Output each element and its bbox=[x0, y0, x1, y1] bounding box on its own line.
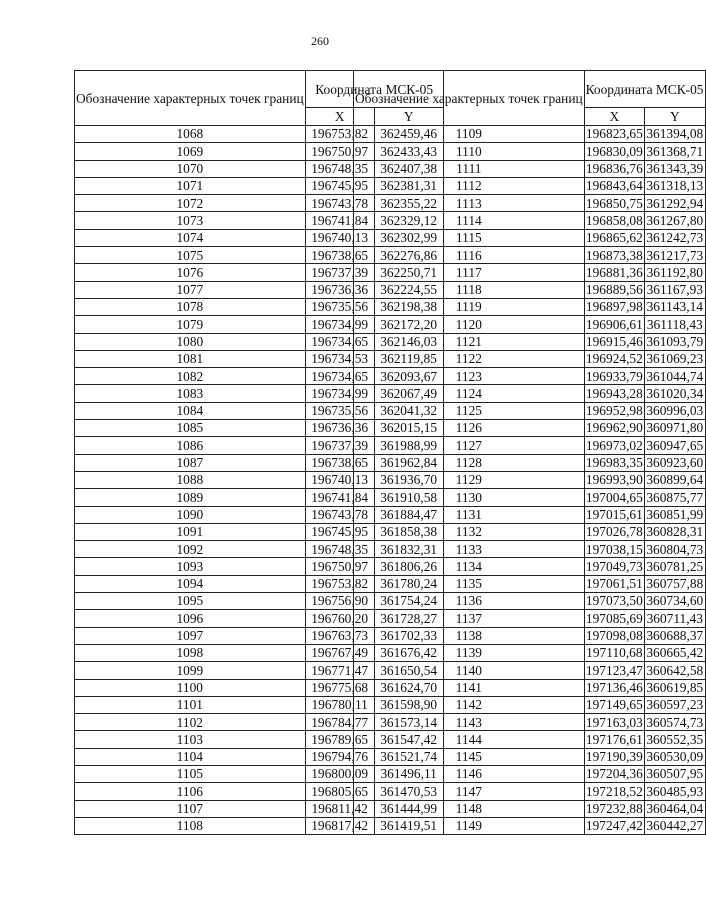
point-id-cell: 1117 bbox=[354, 264, 585, 281]
point-id-cell: 1146 bbox=[354, 765, 585, 782]
x-coordinate-cell: 196924,52 bbox=[585, 351, 643, 367]
y-coordinate-cell: 362355,22 bbox=[374, 195, 443, 212]
y-coordinate-cell: 360619,85 bbox=[646, 679, 704, 695]
y-coordinate-cell: 362093,67 bbox=[374, 368, 443, 385]
x-column-header: X bbox=[305, 108, 374, 126]
x-coordinate-cell: 196805,65 bbox=[305, 783, 374, 800]
x-coordinate-cell: 196850,75 bbox=[585, 195, 643, 211]
x-coordinate-cell: 196734,53 bbox=[305, 350, 374, 367]
point-id-cell: 1092 bbox=[75, 541, 306, 558]
y-coordinate-cell: 360734,60 bbox=[646, 593, 704, 609]
point-id-cell: 1090 bbox=[75, 506, 306, 523]
point-id-cell: 1138 bbox=[354, 627, 585, 644]
x-coordinate-cell: 196748,35 bbox=[305, 160, 374, 177]
point-id-cell: 1080 bbox=[75, 333, 306, 350]
point-id-cell: 1108 bbox=[75, 817, 306, 834]
x-coordinate-cell: 196771,47 bbox=[305, 662, 374, 679]
point-id-cell: 1100 bbox=[75, 679, 306, 696]
y-coordinate-cell: 361267,80 bbox=[646, 212, 704, 228]
point-id-cell: 1137 bbox=[354, 610, 585, 627]
x-coordinate-cell: 196740,13 bbox=[305, 229, 374, 246]
table-row bbox=[354, 506, 706, 523]
point-id-cell: 1140 bbox=[354, 662, 585, 679]
table-row bbox=[354, 748, 706, 765]
table-row bbox=[354, 281, 706, 298]
table-row bbox=[354, 627, 706, 644]
y-coordinate-cell: 360996,03 bbox=[646, 403, 704, 419]
y-coordinate-cell: 361093,79 bbox=[646, 334, 704, 349]
y-coordinate-cell: 361573,14 bbox=[374, 714, 443, 731]
table-row bbox=[354, 385, 706, 402]
x-coordinate-cell: 196735,56 bbox=[305, 298, 374, 315]
table-row bbox=[354, 471, 706, 488]
y-coordinate-cell: 361676,42 bbox=[374, 644, 443, 661]
x-coordinate-cell: 196983,35 bbox=[585, 455, 643, 471]
table-row bbox=[354, 662, 706, 679]
y-coordinate-cell: 361069,23 bbox=[646, 351, 704, 367]
x-coordinate-cell: 196736,36 bbox=[305, 420, 374, 437]
point-id-cell: 1099 bbox=[75, 662, 306, 679]
point-id-cell: 1107 bbox=[75, 800, 306, 817]
y-coordinate-cell: 362172,20 bbox=[374, 316, 443, 333]
y-coordinate-cell: 361598,90 bbox=[374, 696, 443, 713]
point-id-cell: 1095 bbox=[75, 593, 306, 610]
y-coordinate-cell: 360971,80 bbox=[646, 420, 704, 436]
table-row bbox=[354, 696, 706, 713]
point-id-cell: 1124 bbox=[354, 385, 585, 402]
table-row bbox=[354, 593, 706, 610]
y-coordinate-cell: 360507,95 bbox=[646, 766, 704, 782]
coordinates-table-right bbox=[353, 70, 706, 835]
point-id-cell: 1076 bbox=[75, 264, 306, 281]
point-id-cell: 1147 bbox=[354, 783, 585, 800]
y-coordinate-cell: 361470,53 bbox=[374, 783, 443, 800]
y-coordinate-cell: 360574,73 bbox=[646, 714, 704, 730]
table-row bbox=[354, 523, 706, 540]
x-coordinate-cell: 196780,11 bbox=[305, 696, 374, 713]
y-coordinate-cell: 361020,34 bbox=[646, 385, 704, 401]
x-coordinate-cell: 196760,20 bbox=[305, 610, 374, 627]
x-coordinate-cell: 196823,65 bbox=[585, 126, 643, 142]
x-coordinate-cell: 196993,90 bbox=[585, 472, 643, 488]
table-row bbox=[354, 644, 706, 661]
point-id-cell: 1088 bbox=[75, 471, 306, 488]
table-row bbox=[354, 143, 706, 160]
table-row bbox=[354, 437, 706, 454]
y-coordinate-cell: 360665,42 bbox=[646, 645, 704, 661]
x-coordinate-cell: 197049,73 bbox=[585, 558, 643, 574]
point-id-cell: 1148 bbox=[354, 800, 585, 817]
point-id-cell: 1087 bbox=[75, 454, 306, 471]
x-coordinate-cell: 197247,42 bbox=[585, 818, 643, 834]
point-id-cell: 1086 bbox=[75, 437, 306, 454]
y-coordinate-cell: 361242,73 bbox=[646, 230, 704, 246]
y-coordinate-cell: 362067,49 bbox=[374, 385, 443, 402]
point-id-cell: 1115 bbox=[354, 229, 585, 246]
point-id-cell: 1143 bbox=[354, 714, 585, 731]
y-coordinate-cell: 360875,77 bbox=[646, 489, 704, 505]
point-id-cell: 1141 bbox=[354, 679, 585, 696]
table-row bbox=[354, 350, 706, 367]
x-coordinate-cell: 197085,69 bbox=[585, 610, 643, 626]
point-id-cell: 1119 bbox=[354, 298, 585, 315]
x-coordinate-cell: 197061,51 bbox=[585, 576, 643, 592]
point-id-cell: 1118 bbox=[354, 281, 585, 298]
x-coordinate-cell: 196881,36 bbox=[585, 264, 643, 280]
point-id-cell: 1114 bbox=[354, 212, 585, 229]
y-coordinate-cell: 362459,46 bbox=[374, 126, 443, 143]
x-coordinate-cell: 196756,90 bbox=[305, 593, 374, 610]
table-row bbox=[354, 765, 706, 782]
point-id-cell: 1078 bbox=[75, 298, 306, 315]
y-column-header: Y bbox=[645, 108, 705, 126]
y-coordinate-cell: 361292,94 bbox=[646, 195, 704, 211]
x-coordinate-cell: 197136,46 bbox=[585, 679, 643, 695]
point-id-cell: 1101 bbox=[75, 696, 306, 713]
y-coordinate-cell: 360485,93 bbox=[646, 783, 704, 799]
point-id-cell: 1073 bbox=[75, 212, 306, 229]
point-id-cell: 1071 bbox=[75, 177, 306, 194]
point-id-cell: 1105 bbox=[75, 765, 306, 782]
x-coordinate-cell: 196836,76 bbox=[585, 161, 643, 177]
x-coordinate-cell: 196738,65 bbox=[305, 454, 374, 471]
x-coordinate-cell: 196800,09 bbox=[305, 765, 374, 782]
y-coordinate-cell: 360442,27 bbox=[646, 818, 704, 834]
point-id-cell: 1091 bbox=[75, 523, 306, 540]
y-coordinate-cell: 360642,58 bbox=[646, 662, 704, 678]
table-row bbox=[354, 489, 706, 506]
point-id-cell: 1084 bbox=[75, 402, 306, 419]
y-coordinate-cell: 361832,31 bbox=[374, 541, 443, 558]
table-row bbox=[354, 558, 706, 575]
point-id-cell: 1093 bbox=[75, 558, 306, 575]
y-coordinate-cell: 361910,58 bbox=[374, 489, 443, 506]
y-coordinate-cell: 360688,37 bbox=[646, 628, 704, 644]
page-number: 260 bbox=[311, 34, 329, 48]
point-id-cell: 1132 bbox=[354, 523, 585, 540]
point-id-cell: 1125 bbox=[354, 402, 585, 419]
x-coordinate-cell: 196767,49 bbox=[305, 644, 374, 661]
y-coordinate-cell: 361780,24 bbox=[374, 575, 443, 592]
y-coordinate-cell: 362433,43 bbox=[374, 143, 443, 160]
y-coordinate-cell: 362329,12 bbox=[374, 212, 443, 229]
point-id-cell: 1074 bbox=[75, 229, 306, 246]
x-coordinate-cell: 196794,76 bbox=[305, 748, 374, 765]
point-label-header: Обозначение характерных точек границ bbox=[75, 71, 306, 126]
y-coordinate-cell: 362381,31 bbox=[374, 177, 443, 194]
x-coordinate-cell: 196753,82 bbox=[305, 575, 374, 592]
x-coordinate-cell: 196734,99 bbox=[305, 316, 374, 333]
table-row bbox=[354, 212, 706, 229]
point-id-cell: 1122 bbox=[354, 350, 585, 367]
y-coordinate-cell: 362198,38 bbox=[374, 298, 443, 315]
x-coordinate-cell: 196775,68 bbox=[305, 679, 374, 696]
table-row bbox=[354, 575, 706, 592]
point-id-cell: 1149 bbox=[354, 817, 585, 834]
y-coordinate-cell: 361806,26 bbox=[374, 558, 443, 575]
point-id-cell: 1082 bbox=[75, 368, 306, 385]
x-coordinate-cell: 196865,62 bbox=[585, 230, 643, 246]
x-coordinate-cell: 196933,79 bbox=[585, 368, 643, 384]
x-coordinate-cell: 197204,36 bbox=[585, 766, 643, 782]
x-coordinate-cell: 196811,42 bbox=[305, 800, 374, 817]
table-row bbox=[354, 783, 706, 800]
x-coordinate-cell: 196738,65 bbox=[305, 247, 374, 264]
x-coordinate-cell: 196750,97 bbox=[305, 558, 374, 575]
y-coordinate-cell: 362276,86 bbox=[374, 247, 443, 264]
y-coordinate-cell: 360530,09 bbox=[646, 749, 704, 765]
point-id-cell: 1110 bbox=[354, 143, 585, 160]
y-coordinate-cell: 360923,60 bbox=[646, 455, 704, 471]
table-row bbox=[354, 368, 706, 385]
point-id-cell: 1103 bbox=[75, 731, 306, 748]
y-coordinate-cell: 362041,32 bbox=[374, 402, 443, 419]
x-coordinate-cell: 196889,56 bbox=[585, 282, 643, 298]
point-id-cell: 1142 bbox=[354, 696, 585, 713]
table-header bbox=[354, 71, 706, 126]
point-id-cell: 1089 bbox=[75, 489, 306, 506]
x-coordinate-cell: 197015,61 bbox=[585, 506, 643, 522]
point-id-cell: 1104 bbox=[75, 748, 306, 765]
table-body bbox=[354, 126, 706, 835]
point-id-cell: 1121 bbox=[354, 333, 585, 350]
x-coordinate-cell: 196741,84 bbox=[305, 489, 374, 506]
y-coordinate-cell: 361118,43 bbox=[645, 316, 705, 333]
x-coordinate-cell: 196740,13 bbox=[305, 471, 374, 488]
point-id-cell: 1123 bbox=[354, 368, 585, 385]
point-id-cell: 1077 bbox=[75, 281, 306, 298]
x-coordinate-cell: 196735,56 bbox=[305, 402, 374, 419]
x-coordinate-cell: 197110,68 bbox=[586, 645, 643, 661]
point-id-cell: 1134 bbox=[354, 558, 585, 575]
point-id-cell: 1085 bbox=[75, 420, 306, 437]
y-coordinate-cell: 361728,27 bbox=[374, 610, 443, 627]
point-id-cell: 1111 bbox=[354, 160, 585, 177]
x-coordinate-cell: 197123,47 bbox=[585, 662, 643, 678]
table-row bbox=[354, 800, 706, 817]
y-coordinate-cell: 362250,71 bbox=[374, 264, 443, 281]
point-id-cell: 1068 bbox=[75, 126, 306, 143]
x-coordinate-cell: 196748,35 bbox=[305, 541, 374, 558]
point-id-cell: 1136 bbox=[354, 593, 585, 610]
x-coordinate-cell: 196906,61 bbox=[585, 316, 643, 332]
y-coordinate-cell: 361343,39 bbox=[646, 161, 704, 177]
point-id-cell: 1097 bbox=[75, 627, 306, 644]
y-coordinate-cell: 362407,38 bbox=[374, 160, 443, 177]
y-coordinate-cell: 360947,65 bbox=[646, 437, 704, 453]
y-coordinate-cell: 361419,51 bbox=[374, 817, 443, 834]
point-id-cell: 1106 bbox=[75, 783, 306, 800]
point-id-cell: 1145 bbox=[354, 748, 585, 765]
y-coordinate-cell: 361044,74 bbox=[646, 368, 704, 384]
y-coordinate-cell: 361217,73 bbox=[646, 247, 704, 263]
y-coordinate-cell: 360899,64 bbox=[646, 472, 704, 488]
point-id-cell: 1130 bbox=[354, 489, 585, 506]
point-id-cell: 1139 bbox=[354, 644, 585, 661]
y-coordinate-cell: 360804,73 bbox=[646, 541, 704, 557]
y-coordinate-cell: 360464,04 bbox=[646, 801, 704, 817]
table-row bbox=[354, 541, 706, 558]
table-row bbox=[354, 316, 706, 333]
point-id-cell: 1079 bbox=[75, 316, 306, 333]
x-coordinate-cell: 196784,77 bbox=[305, 714, 374, 731]
y-coordinate-cell: 360597,23 bbox=[646, 697, 704, 713]
y-coordinate-cell: 361650,54 bbox=[374, 662, 443, 679]
point-id-cell: 1075 bbox=[75, 247, 306, 264]
point-id-cell: 1144 bbox=[354, 731, 585, 748]
y-coordinate-cell: 361624,70 bbox=[374, 679, 443, 696]
point-id-cell: 1128 bbox=[354, 454, 585, 471]
point-id-cell: 1081 bbox=[75, 350, 306, 367]
point-id-cell: 1083 bbox=[75, 385, 306, 402]
x-coordinate-cell: 196734,65 bbox=[305, 368, 374, 385]
x-coordinate-cell: 197026,78 bbox=[585, 524, 643, 540]
x-coordinate-cell: 196737,39 bbox=[305, 437, 374, 454]
y-coordinate-cell: 362119,85 bbox=[374, 350, 443, 367]
x-coordinate-cell: 196745,95 bbox=[305, 523, 374, 540]
y-coordinate-cell: 361143,14 bbox=[646, 299, 703, 315]
y-coordinate-cell: 361192,80 bbox=[646, 264, 703, 280]
x-coordinate-cell: 196962,90 bbox=[585, 420, 643, 436]
point-id-cell: 1135 bbox=[354, 575, 585, 592]
x-coordinate-cell: 197004,65 bbox=[585, 489, 643, 505]
x-coordinate-cell: 196873,38 bbox=[585, 247, 643, 263]
x-coordinate-cell: 197232,88 bbox=[585, 801, 643, 817]
y-coordinate-cell: 360552,35 bbox=[646, 731, 704, 747]
table-row bbox=[354, 195, 706, 212]
y-coordinate-cell: 361318,13 bbox=[646, 178, 704, 194]
x-coordinate-cell: 196830,09 bbox=[585, 143, 643, 159]
y-coordinate-cell: 361858,38 bbox=[374, 523, 443, 540]
table-row bbox=[354, 177, 706, 194]
x-coordinate-cell: 196743,78 bbox=[305, 506, 374, 523]
y-coordinate-cell: 362015,15 bbox=[374, 420, 443, 437]
x-coordinate-cell: 197038,15 bbox=[585, 541, 643, 557]
x-coordinate-cell: 197176,61 bbox=[585, 731, 643, 747]
table-row bbox=[354, 298, 706, 315]
y-coordinate-cell: 361884,47 bbox=[374, 506, 443, 523]
table-row bbox=[354, 420, 706, 437]
point-id-cell: 1072 bbox=[75, 195, 306, 212]
point-id-cell: 1129 bbox=[354, 471, 585, 488]
y-coordinate-cell: 362224,55 bbox=[374, 281, 443, 298]
table-row bbox=[354, 333, 706, 350]
x-coordinate-cell: 196736,36 bbox=[305, 281, 374, 298]
x-coordinate-cell: 197098,08 bbox=[585, 628, 643, 644]
x-coordinate-cell: 196943,28 bbox=[585, 385, 643, 401]
x-coordinate-cell: 196789,65 bbox=[305, 731, 374, 748]
y-coordinate-cell: 361962,84 bbox=[374, 454, 443, 471]
x-coordinate-cell: 196858,08 bbox=[585, 212, 643, 228]
table-row bbox=[354, 679, 706, 696]
point-id-cell: 1127 bbox=[354, 437, 585, 454]
table-row bbox=[354, 126, 706, 143]
point-id-cell: 1120 bbox=[354, 316, 585, 333]
table-row bbox=[354, 229, 706, 246]
y-coordinate-cell: 361444,99 bbox=[374, 800, 443, 817]
table-row bbox=[354, 610, 706, 627]
point-id-cell: 1094 bbox=[75, 575, 306, 592]
x-coordinate-cell: 197190,39 bbox=[585, 749, 643, 765]
point-id-cell: 1113 bbox=[354, 195, 585, 212]
x-coordinate-cell: 196741,84 bbox=[305, 212, 374, 229]
point-id-cell: 1109 bbox=[354, 126, 585, 143]
point-id-cell: 1070 bbox=[75, 160, 306, 177]
y-coordinate-cell: 362146,03 bbox=[374, 333, 443, 350]
y-coordinate-cell: 361368,71 bbox=[646, 143, 704, 159]
x-coordinate-cell: 196753,82 bbox=[305, 126, 374, 143]
x-coordinate-cell: 196973,02 bbox=[585, 437, 643, 453]
x-coordinate-cell: 196750,97 bbox=[305, 143, 374, 160]
x-coordinate-cell: 196745,95 bbox=[305, 177, 374, 194]
table-row bbox=[354, 264, 706, 281]
point-label-header: Обозначение характерных точек границ bbox=[354, 71, 585, 126]
x-coordinate-cell: 196915,46 bbox=[585, 334, 643, 349]
x-coordinate-cell: 196737,39 bbox=[305, 264, 374, 281]
y-coordinate-cell: 362302,99 bbox=[374, 229, 443, 246]
table-row bbox=[354, 454, 706, 471]
point-id-cell: 1069 bbox=[75, 143, 306, 160]
table-row bbox=[354, 817, 706, 834]
table-row bbox=[354, 402, 706, 419]
y-coordinate-cell: 361167,93 bbox=[646, 282, 703, 298]
y-coordinate-cell: 361547,42 bbox=[374, 731, 443, 748]
table-row bbox=[354, 731, 706, 748]
x-coordinate-cell: 196843,64 bbox=[585, 178, 643, 194]
y-coordinate-cell: 361936,70 bbox=[374, 471, 443, 488]
x-coordinate-cell: 196743,78 bbox=[305, 195, 374, 212]
x-coordinate-cell: 197149,65 bbox=[585, 697, 643, 713]
x-coordinate-cell: 196817,42 bbox=[305, 817, 374, 834]
y-coordinate-cell: 361394,08 bbox=[646, 126, 704, 142]
point-id-cell: 1098 bbox=[75, 644, 306, 661]
y-coordinate-cell: 360828,31 bbox=[646, 524, 704, 540]
y-coordinate-cell: 361988,99 bbox=[374, 437, 443, 454]
point-id-cell: 1112 bbox=[354, 177, 585, 194]
y-coordinate-cell: 361496,11 bbox=[374, 765, 443, 782]
x-coordinate-cell: 196897,98 bbox=[585, 299, 643, 315]
y-coordinate-cell: 361754,24 bbox=[374, 593, 443, 610]
table-row bbox=[354, 714, 706, 731]
y-coordinate-cell: 360757,88 bbox=[646, 576, 704, 592]
y-coordinate-cell: 361702,33 bbox=[374, 627, 443, 644]
x-coordinate-cell: 197163,03 bbox=[585, 714, 643, 730]
table-row bbox=[354, 160, 706, 177]
y-coordinate-cell: 360781,25 bbox=[646, 558, 704, 574]
y-coordinate-cell: 360711,43 bbox=[646, 610, 703, 626]
x-coordinate-cell: 196763,73 bbox=[305, 627, 374, 644]
point-id-cell: 1102 bbox=[75, 714, 306, 731]
point-id-cell: 1116 bbox=[354, 247, 585, 264]
x-coordinate-cell: 197073,50 bbox=[585, 593, 643, 609]
y-coordinate-cell: 360851,99 bbox=[646, 506, 704, 522]
point-id-cell: 1126 bbox=[354, 420, 585, 437]
table-row bbox=[354, 247, 706, 264]
x-coordinate-cell: 196734,99 bbox=[305, 385, 374, 402]
coordinate-group-header: Координата МСК-05 bbox=[584, 71, 705, 108]
coordinate-group-header: Координата МСК-05 bbox=[305, 71, 443, 108]
y-column-header: Y bbox=[374, 108, 443, 126]
point-id-cell: 1133 bbox=[354, 541, 585, 558]
point-id-cell: 1096 bbox=[75, 610, 306, 627]
x-coordinate-cell: 196734,65 bbox=[305, 333, 374, 350]
x-column-header: X bbox=[584, 108, 644, 126]
y-coordinate-cell: 361521,74 bbox=[374, 748, 443, 765]
x-coordinate-cell: 196952,98 bbox=[585, 403, 643, 419]
x-coordinate-cell: 197218,52 bbox=[585, 783, 643, 799]
point-id-cell: 1131 bbox=[354, 506, 585, 523]
